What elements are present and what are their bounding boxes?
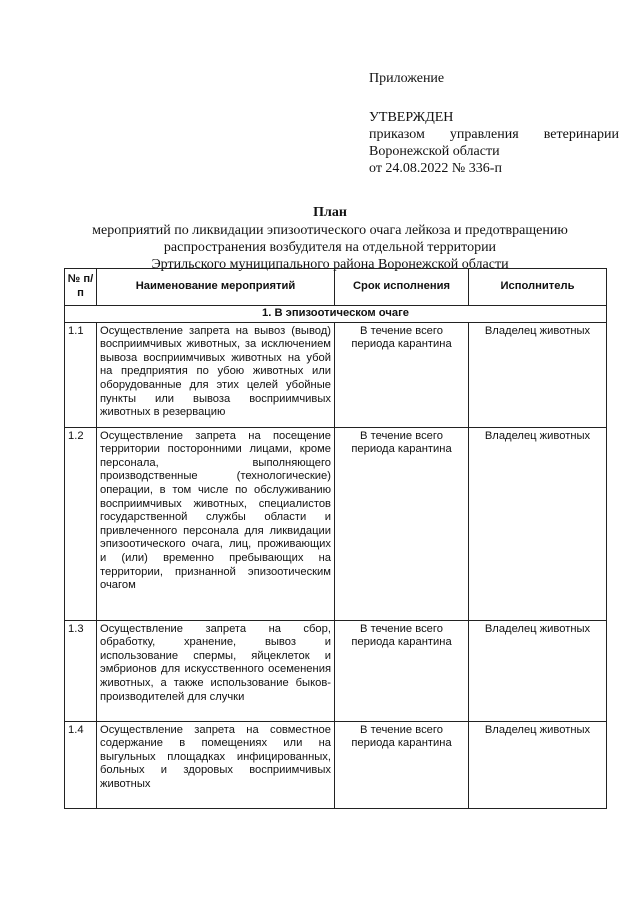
plan-title: План (313, 205, 347, 220)
row-measure: Осуществление запрета на сбор, обработку, хранение, вывоз и использование спермы, яйцеклеток и эмбрионов для искусственного осеменения животных, а также использование быков-производителей для случки (97, 620, 335, 721)
plan-subtitle-line-1: мероприятий по ликвидации эпизоотического очага лейкоза и предотвращению (92, 223, 568, 238)
plan-subtitle-line-2: распространения возбудителя на отдельной территории (163, 240, 497, 255)
order-date-number: от 24.08.2022 № 336-п (369, 161, 502, 176)
order-line-1: приказом управления ветеринарии (369, 127, 619, 142)
row-executor: Владелец животных (469, 322, 607, 427)
row-executor: Владелец животных (469, 721, 607, 808)
row-num: 1.3 (65, 620, 97, 721)
header-name: Наименование мероприятий (97, 269, 335, 306)
table-row (65, 721, 607, 808)
table-row (65, 427, 607, 620)
section-title: 1. В эпизоотическом очаге (65, 306, 607, 323)
plan-subtitle-line-3: Эртильского муниципального района Воронежской области (151, 257, 509, 272)
order-line-2: Воронежской области (369, 144, 500, 159)
table-row (65, 620, 607, 721)
table-row (65, 322, 607, 427)
row-measure: Осуществление запрета на вывоз (вывод) восприимчивых животных, за исключением вывоза восприимчивых животных на убой на предприятия по убою животных или оборудованные для этих целей убойные пункты или вывоза восприимчивых животных в резервацию (97, 322, 335, 427)
header-executor: Исполнитель (469, 269, 607, 306)
row-measure: Осуществление запрета на посещение территории посторонними лицами, кроме персонала, выполняющего производственные (технологические) операции, в том числе по обслуживанию восприимчивых животных, специалистов государственной службы области и привлеченного персонала для ликвидации эпизоотического очага, лиц, проживающих и (или) временно пребывающих на территории, признанной эпизоотическим очагом (97, 427, 335, 620)
row-num: 1.2 (65, 427, 97, 620)
row-num: 1.1 (65, 322, 97, 427)
section-row (65, 306, 607, 323)
appendix-label: Приложение (369, 71, 445, 86)
table-header-row (65, 269, 607, 306)
approved-label: УТВЕРЖДЕН (369, 110, 454, 125)
row-term: В течение всего периода карантина (335, 620, 469, 721)
measures-table (64, 268, 607, 809)
row-term: В течение всего периода карантина (335, 427, 469, 620)
plan-heading (60, 204, 600, 273)
approval-block (369, 70, 619, 177)
row-num: 1.4 (65, 721, 97, 808)
row-measure: Осуществление запрета на совместное содержание в помещениях или на выгульных площадках инфицированных, больных и здоровых восприимчивых животных (97, 721, 335, 808)
row-executor: Владелец животных (469, 620, 607, 721)
header-term: Срок исполнения (335, 269, 469, 306)
row-executor: Владелец животных (469, 427, 607, 620)
row-term: В течение всего периода карантина (335, 721, 469, 808)
header-num: № п/п (65, 269, 97, 306)
row-term: В течение всего периода карантина (335, 322, 469, 427)
